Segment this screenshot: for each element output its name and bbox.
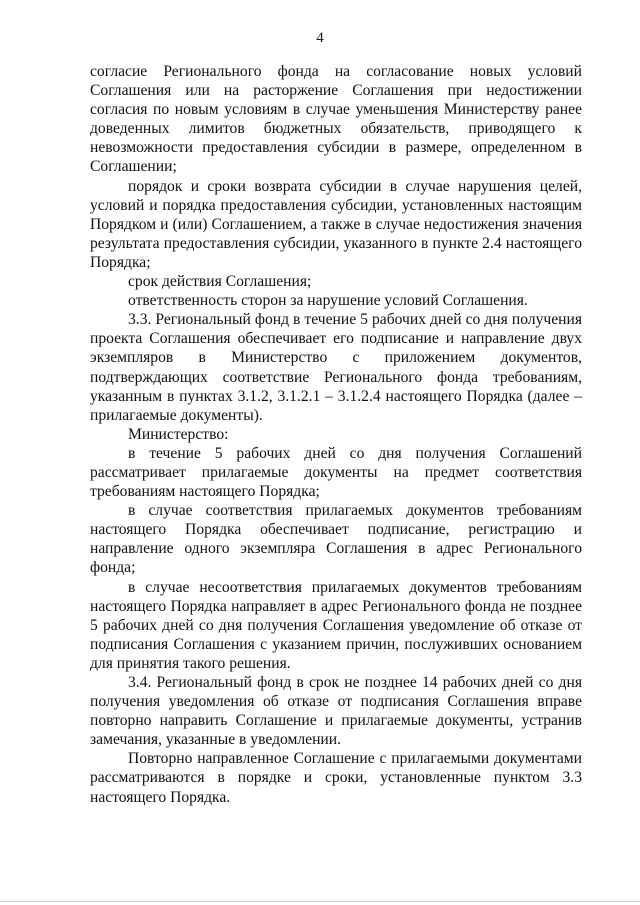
- paragraph-noncompliance-case: в случае несоответствия прилагаемых документов требованиям настоящего Порядка направляет в адрес Регионального фонда не позднее 5 рабочих дней со дня получения Соглашения уведомление об отказе от подписания Соглашения с указанием причин, послуживших основанием для принятия такого решения.: [90, 578, 582, 672]
- paragraph-party-liability: ответственность сторон за нарушение условий Соглашения.: [128, 292, 528, 310]
- paragraph-clause-3-3: 3.3. Региональный фонд в течение 5 рабочих дней со дня получения проекта Соглашения обеспечивает его подписание и направление двух экземпляров в Министерство с приложением документов, подтверждающих соответствие Регионального фонда требованиям, указанным в пунктах 3.1.2, 3.1.2.1 – 3.1.2.4 настоящего Порядка (далее – прилагаемые документы).: [90, 311, 582, 424]
- paragraph-review-documents: в течение 5 рабочих дней со дня получения Соглашений рассматривает прилагаемые документы на предмет соответствия требованиям настоящего Порядка;: [90, 444, 582, 501]
- document-body: [90, 62, 582, 807]
- paragraph-resubmission: Повторно направленное Соглашение с прилагаемыми документами рассматриваются в порядке и сроки, установленные пунктом 3.3 настоящего Порядка.: [90, 750, 582, 806]
- paragraph-agreement-consent: согласие Регионального фонда на согласование новых условий Соглашения или на расторжение Соглашения при недостижении согласия по новым условиям в случае уменьшения Министерству ранее доведенных лимитов бюджетных обязательств, приводящего к невозможности предоставления субсидии в размере, определенном в Соглашении;: [90, 63, 582, 176]
- paragraph-agreement-term: срок действия Соглашения;: [128, 273, 312, 291]
- paragraph-compliance-case: в случае соответствия прилагаемых документов требованиям настоящего Порядка обеспечивает подписание, регистрацию и направление одного экземпляра Соглашения в адрес Регионального фонда;: [90, 502, 582, 577]
- paragraph-clause-3-4: 3.4. Региональный фонд в срок не позднее 14 рабочих дней со дня получения уведомления об отказе от подписания Соглашения вправе повторно направить Соглашение и прилагаемые документы, устранив замечания, указанные в уведомлении.: [90, 674, 582, 749]
- page-bottom-divider: [0, 901, 640, 902]
- paragraph-ministry: Министерство:: [128, 425, 229, 443]
- page-number: 4: [316, 30, 324, 46]
- paragraph-refund-procedure: порядок и сроки возврата субсидии в случае нарушения целей, условий и порядка предоставления субсидии, установленных настоящим Порядком и (или) Соглашением, а также в случае недостижения значения результата предоставления субсидии, указанного в пункте 2.4 настоящего Порядка;: [90, 177, 582, 271]
